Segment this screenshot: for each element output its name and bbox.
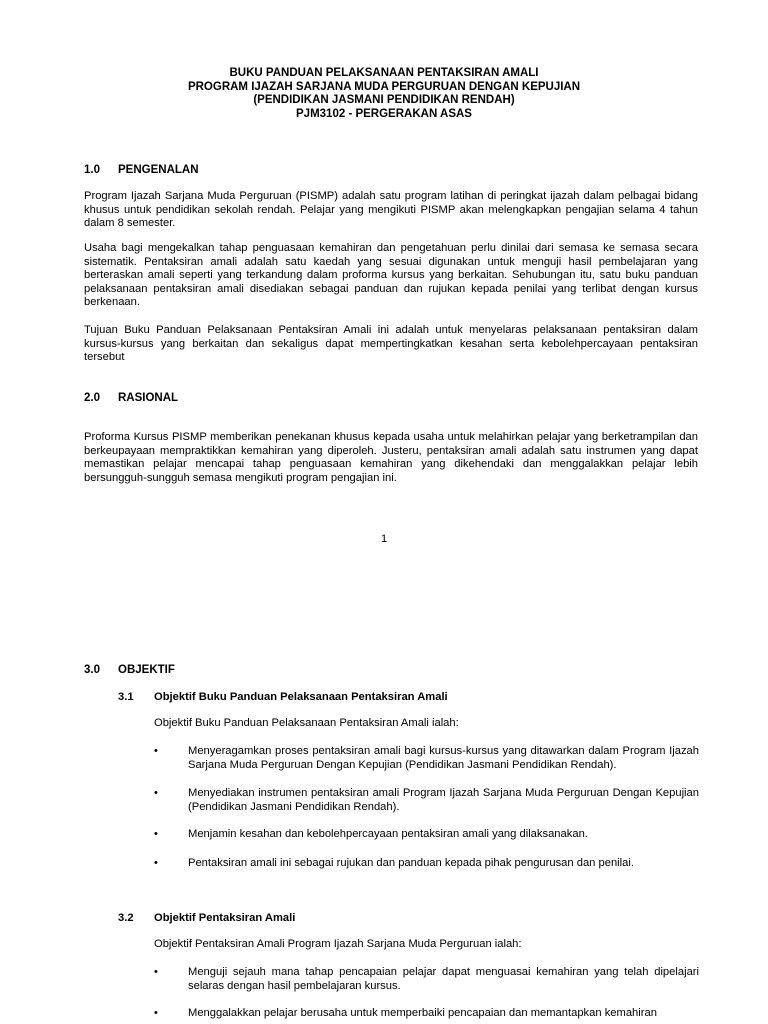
bullet-icon: • [154,857,158,869]
list-item-text: Menyediakan instrumen pentaksiran amali Program Ijazah Sarjana Muda Perguruan Dengan Kepujian (Pendidikan Jasmani Pendidikan Rendah). [188,787,699,813]
document-title [0,67,768,121]
title-line-2: PROGRAM IJAZAH SARJANA MUDA PERGURUAN DENGAN KEPUJIAN [187,80,581,93]
list-item-text: Menyeragamkan proses pentaksiran amali bagi kursus-kursus yang ditawarkan dalam Program Ijazah Sarjana Muda Perguruan Dengan Kepujian (Pendidikan Jasmani Pendidikan Rendah). [188,745,699,771]
bullet-icon: • [154,1007,158,1019]
list-item-text: Menguji sejauh mana tahap pencapaian pelajar dapat menguasai kemahiran yang telah dipelajari selaras dengan hasil pembelajaran kursus. [188,966,699,992]
page-number: 1 [380,533,388,545]
subsection-title: Objektif Pentaksiran Amali [154,912,296,924]
bullet-icon: • [154,966,158,978]
paragraph: Usaha bagi mengekalkan tahap penguasaan kemahiran dan pengetahuan perlu dinilai dari semasa ke semasa secara sistematik. Pentaksiran amali adalah satu kaedah yang sesuai digunakan untuk menguji hasil pembelajaran yang berteraskan amali seperti yang terkandung dalam proforma kursus yang berkaitan. Sehubungan itu, satu buku panduan pelaksanaan pentaksiran amali disediakan sebagai panduan dan rujukan kepada penilai yang terlibat dengan kursus berkenaan. [84,242,698,308]
list-item-text: Pentaksiran amali ini sebagai rujukan dan panduan kepada pihak pengurusan dan penilai. [188,857,634,869]
title-line-4: PJM3102 - PERGERAKAN ASAS [296,107,472,120]
bullet-icon: • [154,787,158,799]
title-line-3: (PENDIDIKAN JASMANI PENDIDIKAN RENDAH) [253,94,515,106]
bullet-icon: • [154,745,158,757]
section-title: OBJEKTIF [118,664,175,676]
section-number: 3.0 [84,664,100,676]
list-item-text: Menggalakkan pelajar berusaha untuk memperbaiki pencapaian dan memantapkan kemahiran [188,1007,657,1019]
section-number: 2.0 [84,392,100,404]
section-title: RASIONAL [118,392,179,404]
paragraph: Program Ijazah Sarjana Muda Perguruan (PISMP) adalah satu program latihan di peringkat ijazah dalam pelbagai bidang khusus untuk pendidikan sekolah rendah. Pelajar yang mengikuti PISMP akan melengkapkan pengajian selama 4 tahun dalam 8 semester. [84,190,698,229]
subsection-intro: Objektif Buku Panduan Pelaksanaan Pentaksiran Amali ialah: [154,717,459,729]
subsection-intro: Objektif Pentaksiran Amali Program Ijazah Sarjana Muda Perguruan ialah: [154,938,522,950]
paragraph: Tujuan Buku Panduan Pelaksanaan Pentaksiran Amali ini adalah untuk menyelaras pelaksanaan pentaksiran dalam kursus-kursus yang berkaitan dan sekaligus dapat mempertingkatkan kesahan serta kebolehpercayaan pentaksiran tersebut [84,324,698,363]
section-number: 1.0 [84,164,100,176]
paragraph: Proforma Kursus PISMP memberikan penekanan khusus kepada usaha untuk melahirkan pelajar yang berketrampilan dan berkeupayaan mempraktikkan kemahiran yang diperoleh. Justeru, pentaksiran amali adalah satu instrumen yang dapat memastikan pelajar mencapai tahap penguasaan kemahiran yang dikehendaki dan menggalakkan pelajar lebih bersungguh-sungguh semasa mengikuti program pengajian ini. [84,431,698,484]
list-item-text: Menjamin kesahan dan kebolehpercayaan pentaksiran amali yang dilaksanakan. [188,828,588,840]
title-line-1: BUKU PANDUAN PELAKSANAAN PENTAKSIRAN AMALI [229,67,539,79]
subsection-number: 3.1 [118,691,134,703]
subsection-title: Objektif Buku Panduan Pelaksanaan Pentaksiran Amali [154,691,448,703]
subsection-number: 3.2 [118,912,134,924]
bullet-icon: • [154,828,158,840]
section-title: PENGENALAN [118,164,199,176]
